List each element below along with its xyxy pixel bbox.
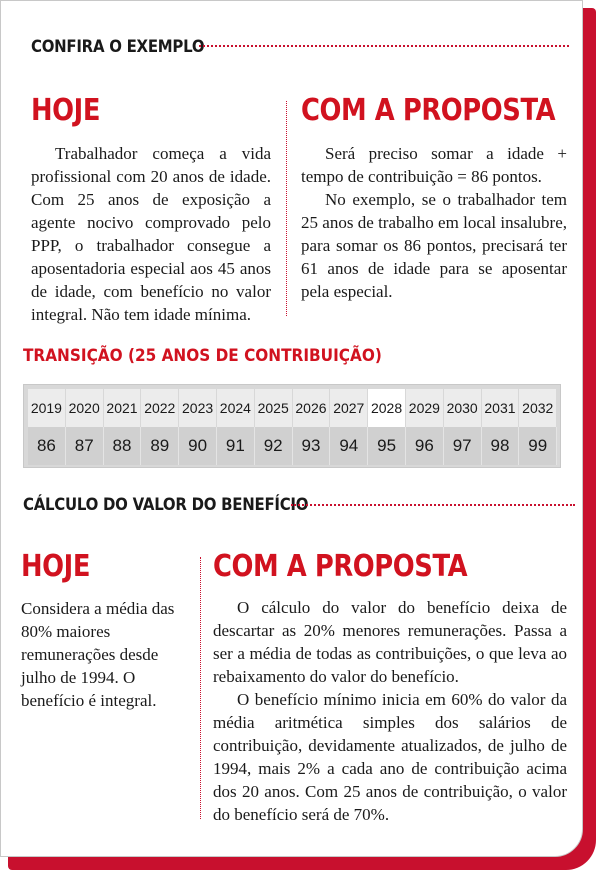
points-cell: 87 (66, 427, 104, 465)
points-cell: 93 (293, 427, 331, 465)
year-cell: 2026 (293, 389, 331, 427)
years-row (28, 389, 557, 427)
calc-proposal-heading: COM A PROPOSTA (213, 549, 468, 584)
year-cell: 2023 (179, 389, 217, 427)
calculation-title-rule (291, 504, 575, 506)
points-cell: 92 (255, 427, 293, 465)
proposal-text (301, 142, 567, 303)
year-cell: 2027 (330, 389, 368, 427)
example-title-rule (199, 45, 569, 47)
calc-proposal-text (213, 596, 567, 826)
calc-column-divider (200, 557, 201, 819)
points-row (28, 427, 557, 465)
proposal-paragraph-1: Será preciso somar a idade + tempo de contribuição = 86 pontos. (301, 144, 567, 186)
calculation-title: CÁLCULO DO VALOR DO BENEFÍCIO (23, 495, 309, 515)
points-cell: 88 (104, 427, 142, 465)
year-cell: 2028 (368, 389, 406, 427)
calc-today-text (21, 597, 191, 712)
year-cell: 2022 (141, 389, 179, 427)
calc-proposal-paragraph-1: O cálculo do valor do benefício deixa de descartar as 20% menores remunerações. Passa a ser a média de todas as contribuições, o que leva ao rebaixamento do valor do benefício. (213, 598, 567, 686)
year-cell: 2025 (255, 389, 293, 427)
today-heading: HOJE (31, 93, 101, 128)
calc-today-paragraph: Considera a média das 80% maiores remunerações desde julho de 1994. O benefício é integral. (21, 599, 175, 710)
year-cell: 2032 (519, 389, 557, 427)
year-cell: 2019 (28, 389, 66, 427)
column-divider (286, 101, 287, 316)
transition-title: TRANSIÇÃO (25 ANOS DE CONTRIBUIÇÃO) (23, 346, 382, 366)
points-cell: 89 (141, 427, 179, 465)
points-cell: 99 (519, 427, 557, 465)
today-paragraph: Trabalhador começa a vida profissional com 20 anos de idade. Com 25 anos de exposição a agente nocivo comprovado pelo PPP, o trabalhador consegue a aposentadoria especial aos 45 anos de idade, com benefício no valor integral. Não tem idade mínima. (31, 144, 271, 324)
points-cell: 90 (179, 427, 217, 465)
year-cell: 2020 (66, 389, 104, 427)
proposal-paragraph-2: No exemplo, se o trabalhador tem 25 anos de trabalho em local insalubre, para somar os 86 pontos, precisará ter 61 anos de idade para se aposentar pela especial. (301, 190, 567, 301)
today-text (31, 142, 271, 326)
points-cell: 98 (482, 427, 520, 465)
points-cell: 96 (406, 427, 444, 465)
year-cell: 2029 (406, 389, 444, 427)
year-cell: 2024 (217, 389, 255, 427)
example-title: CONFIRA O EXEMPLO (31, 37, 205, 57)
points-cell: 95 (368, 427, 406, 465)
year-cell: 2030 (444, 389, 482, 427)
points-cell: 91 (217, 427, 255, 465)
points-cell: 86 (28, 427, 66, 465)
calc-today-heading: HOJE (21, 549, 91, 584)
proposal-heading: COM A PROPOSTA (301, 93, 556, 128)
year-cell: 2021 (104, 389, 142, 427)
points-cell: 97 (444, 427, 482, 465)
calc-proposal-paragraph-2: O benefício mínimo inicia em 60% do valor da média aritmética simples dos salários de contribuição, devidamente atualizados, de julho de 1994, mais 2% a cada ano de contribuição acima dos 20 anos. Com 25 anos de contribuição, o valor do benefício será de 70%. (213, 690, 567, 824)
year-cell: 2031 (482, 389, 520, 427)
points-cell: 94 (330, 427, 368, 465)
transition-table (23, 384, 561, 468)
